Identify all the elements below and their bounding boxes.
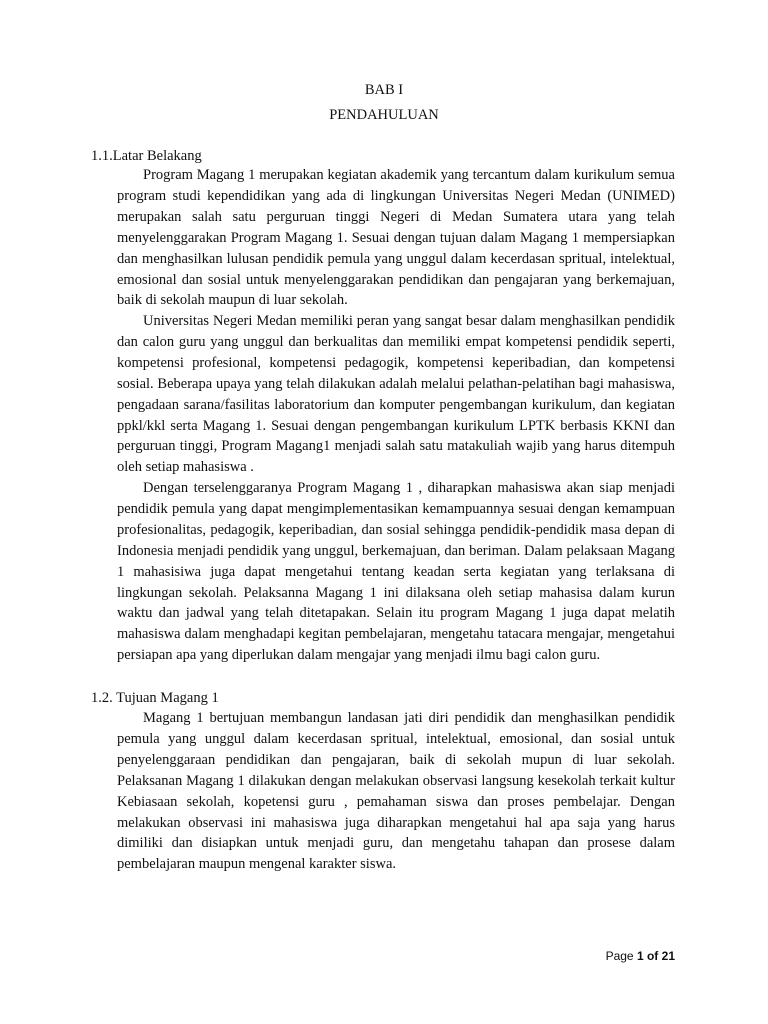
total-pages: 21 — [661, 949, 675, 963]
paragraph: Magang 1 bertujuan membangun landasan jati diri pendidik dan menghasilkan pendidik pemula yang unggul dalam kecerdasan spritual, intelektual, emosional, dan sosial untuk penyelenggaraan pendidikan dan pengajaran, baik di sekolah mupun di luar sekolah. Pelaksanan Magang 1 dilakukan dengan melakukan observasi langsung kesekolah terkait kultur Kebiasaan sekolah, kopetensi guru , pemahaman siswa dan proses pembelajar. Dengan melakukan observasi ini mahasiswa juga diharapkan mengetahui hal apa saja yang harus dimiliki dan disiapkan untuk menjadi guru, dan mengetahu tahapan dan prosese dalam pembelajaran maupun mengenal karakter siswa. — [117, 710, 675, 873]
paragraph: Program Magang 1 merupakan kegiatan akademik yang tercantum dalam kurikulum semua program studi kependidikan yang ada di lingkungan Universitas Negeri Medan (UNIMED) merupakan salah satu perguruan tinggi Negeri di Medan Sumatera utara yang telah menyelenggarakan Program Magang 1. Sesuai dengan tujuan dalam Magang 1 mempersiapkan dan menghasilkan lulusan pendidik pemula yang unggul dalam kecerdasan spritual, intelektual, emosional dan sosial untuk menyelenggarakan pendidikan dan pengajaran yang berkemajuan, baik di sekolah maupun di luar sekolah. — [117, 167, 675, 309]
of-label: of — [646, 949, 659, 963]
paragraph: Dengan terselenggaranya Program Magang 1 , diharapkan mahasiswa akan siap menjadi pendidik pemula yang dapat mengimplementasikan kemampuannya sesuai dengan kemampuan profesionalitas, pedagogik, keperibadian, dan sosial sehingga pendidik-pendidik masa depan di Indonesia menjadi pendidik yang unggul, berkemajuan, dan beriman. Dalam pelaksaan Magang 1 mahasisiwa juga dapat mengetahui tentang keadan serta kegiatan yang terlaksana di lingkungan sekolah. Pelaksanna Magang 1 ini dilaksana oleh setiap mahasisa dalam kurun waktu dan jadwal yang telah ditetapakan. Selain itu program Magang 1 juga dapat melatih mahasiswa dalam menghadapi kegitan pembelajaran, mengetahu tatacara mengajar, mengetahui persiapan apa yang diperlukan dalam mengajar yang menjadi ilmu bagi calon guru. — [117, 480, 675, 664]
current-page-number: 1 — [636, 949, 644, 963]
page-label: Page — [605, 949, 634, 963]
section-heading-latar-belakang: 1.1.Latar Belakang — [91, 148, 202, 164]
chapter-title: PENDAHULUAN — [329, 107, 439, 123]
paragraph: Universitas Negeri Medan memiliki peran yang sangat besar dalam menghasilkan pendidik dan calon guru yang unggul dan berkualitas dan memiliki empat kompetensi pendidik seperti, kompetensi profesional, kompetensi pedagogik, kompetensi keperibadian, dan kompetensi sosial. Beberapa upaya yang telah dilakukan adalah melalui pelathan-pelatihan bagi mahasiswa, pengadaan sarana/fasilitas laboratorium dan komputer pengembangan kurikulum, dan kegiatan ppkl/kkl serta Magang 1. Sesuai dengan pengembangan kurikulum LPTK berbasis KKNI dan perguruan tinggi, Program Magang1 menjadi salah satu matakuliah wajib yang harus ditempuh oleh setiap mahasiswa . — [117, 313, 675, 476]
section-heading-tujuan-magang: 1.2. Tujuan Magang 1 — [91, 690, 219, 706]
page-footer — [606, 949, 675, 963]
chapter-number: BAB I — [364, 82, 404, 98]
